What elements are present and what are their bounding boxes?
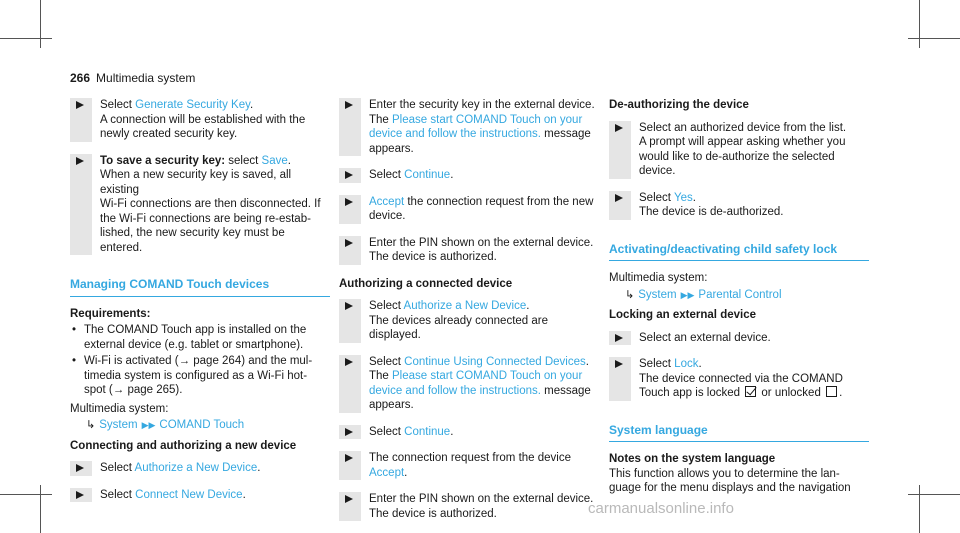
double-chevron-icon: ▶▶ (680, 289, 695, 300)
subheading-locking: Locking an external device (609, 309, 757, 321)
crop-mark (919, 485, 920, 533)
step-connect-new: Select Connect New Device. (70, 488, 330, 503)
step-arrow-icon (615, 124, 623, 132)
path-system[interactable]: System (99, 419, 138, 431)
menu-path (70, 418, 330, 433)
step-arrow-icon (345, 171, 353, 179)
step-arrow-icon (345, 454, 353, 462)
step-arrow-icon (345, 428, 353, 436)
step-arrow-icon (615, 360, 623, 368)
column-middle (339, 98, 599, 533)
crop-mark (908, 494, 960, 495)
checkbox-checked-icon (745, 386, 756, 397)
requirement-item: • Wi-Fi is activated (→ page 264) and the mul- timedia system is configured as a Wi-Fi hot- spot (→ page 265). (70, 354, 330, 398)
step-continue-connected: Select Continue Using Connected Devices. The Please start COMAND Touch on your device and follow the instructions. message appears. (339, 355, 599, 413)
link-lock[interactable]: Lock (674, 358, 699, 370)
path-hook-icon: ↳ (86, 419, 96, 431)
path-hook-icon: ↳ (625, 288, 635, 301)
link-save[interactable]: Save (261, 154, 288, 167)
subheading-authorizing: Authorizing a connected device (339, 277, 513, 290)
step-authorize-new-2: Select Authorize a New Device. The devices already connected are displayed. (339, 299, 599, 343)
link-continue-using-connected[interactable]: Continue Using Connected Devices (404, 355, 586, 368)
crop-mark (919, 0, 920, 48)
double-chevron-icon: ▶▶ (141, 420, 156, 430)
section-title-managing: Managing COMAND Touch devices (70, 277, 330, 297)
section-title-child-lock: Activating/deactivating child safety lock (609, 242, 869, 262)
crop-mark (40, 0, 41, 48)
step-arrow-icon (615, 194, 623, 202)
path-comand-touch[interactable]: COMAND Touch (159, 419, 245, 431)
step-continue: Select Continue. (339, 168, 599, 183)
link-continue[interactable]: Continue (404, 169, 451, 181)
subheading-connecting: Connecting and authorizing a new device (70, 439, 297, 452)
section-title-system-language: System language (609, 423, 869, 443)
step-authorize-new: Select Authorize a New Device. (70, 461, 330, 476)
crop-mark (0, 38, 52, 39)
menu-path (609, 288, 869, 303)
checkbox-unchecked-icon (826, 386, 837, 397)
link-yes[interactable]: Yes (673, 191, 693, 204)
step-select-device: Select an external device. (609, 331, 869, 346)
step-arrow-icon (345, 302, 353, 310)
step-arrow-icon (345, 198, 353, 206)
step-arrow-icon (345, 239, 353, 247)
step-arrow-icon (345, 358, 353, 366)
step-enter-pin: Enter the PIN shown on the external device. The device is authorized. (339, 236, 599, 265)
step-accept-2: The connection request from the device Accept. (339, 451, 599, 480)
requirement-item: • The COMAND Touch app is installed on the external device (e.g. tablet or smartphone). (70, 323, 330, 352)
multimedia-label: Multimedia system: (609, 272, 708, 284)
step-accept: Accept the connection request from the new device. (339, 195, 599, 224)
step-arrow-icon (345, 495, 353, 503)
subheading-deauthorizing: De-authorizing the device (609, 99, 749, 111)
crop-mark (0, 494, 52, 495)
step-generate-key: Select Generate Security Key. A connection will be established with the newly created security key. (70, 98, 330, 142)
link-authorize-new-device[interactable]: Authorize a New Device (403, 300, 527, 312)
link-connect-new-device[interactable]: Connect New Device (135, 488, 243, 501)
crop-mark (40, 485, 41, 533)
notes-text: This function allows you to determine the lan- guage for the menu displays and the navigation (609, 467, 851, 494)
step-arrow-icon (76, 491, 84, 499)
page-header (70, 71, 195, 86)
step-arrow-icon (345, 101, 353, 109)
column-left (70, 98, 330, 514)
subheading-notes-language: Notes on the system language (609, 453, 776, 465)
page-header-title: Multimedia system (96, 71, 196, 85)
step-save-key: To save a security key: select Save. When a new security key is saved, all existing Wi-Fi connections are then disconnected. If the Wi-Fi connections are being re-estab- lished, the new security key must be entered. (70, 154, 330, 256)
page-number: 266 (70, 71, 91, 85)
requirements-label: Requirements: (70, 307, 151, 320)
step-arrow-icon (76, 157, 84, 165)
link-accept[interactable]: Accept (369, 466, 405, 479)
step-enter-pin-2: Enter the PIN shown on the external device. The device is authorized. (339, 492, 599, 521)
step-select-authorized: Select an authorized device from the list. A prompt will appear asking whether you would like to de-authorize the selected device. (609, 121, 869, 179)
watermark: carmanualsonline.info (588, 500, 734, 517)
link-generate-security-key[interactable]: Generate Security Key (135, 99, 251, 111)
crop-mark (908, 38, 960, 39)
step-continue-2: Select Continue. (339, 425, 599, 440)
multimedia-label: Multimedia system: (70, 402, 169, 415)
link-authorize-new-device[interactable]: Authorize a New Device (134, 462, 258, 474)
step-lock: Select Lock. The device connected via the COMAND Touch app is locked or unlocked . (609, 357, 869, 401)
link-continue[interactable]: Continue (404, 425, 451, 438)
column-right (609, 98, 869, 496)
step-arrow-icon (615, 334, 623, 342)
path-system[interactable]: System (638, 288, 677, 301)
path-parental-control[interactable]: Parental Control (698, 288, 782, 301)
link-accept[interactable]: Accept (369, 195, 405, 208)
step-arrow-icon (76, 464, 84, 472)
step-enter-key: Enter the security key in the external device. The Please start COMAND Touch on your device and follow the instructions. message appears. (339, 98, 599, 156)
step-arrow-icon (76, 101, 84, 109)
step-yes: Select Yes. The device is de-authorized. (609, 191, 869, 220)
